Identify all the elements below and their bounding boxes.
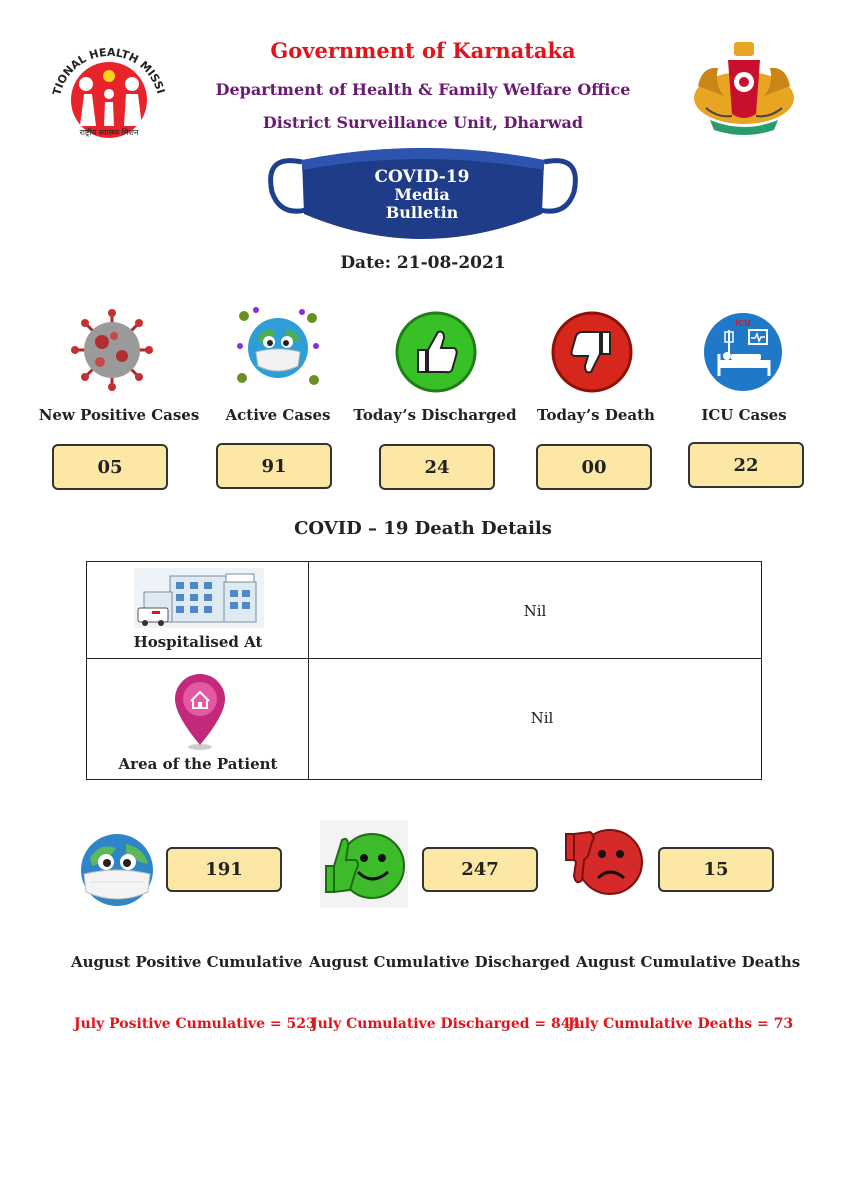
stat-label-death: Today’s Death [537,406,655,424]
stat-value-death: 00 [536,444,652,490]
unit-subtitle: District Surveillance Unit, Dharwad [262,113,584,132]
virus-icon [70,308,154,392]
stat-label-icu: ICU Cases [701,406,787,424]
masked-globe-virus-icon [236,306,320,390]
stat-value-new-positive: 05 [52,444,168,490]
stat-value-active: 91 [216,443,332,489]
stat-value-discharged: 24 [379,444,495,490]
masked-earth-icon [78,832,156,908]
location-pin-home-icon [171,671,229,751]
stat-value-icu: 22 [688,442,804,488]
august-positive-label: August Positive Cumulative [71,953,303,971]
covid-media-bulletin-banner [262,140,584,248]
thumbs-up-icon [394,310,478,394]
nhm-logo-hindi: राष्ट्रीय स्वास्थ्य मिशन [79,128,139,137]
july-cumulative-discharged: July Cumulative Discharged = 844 [311,1016,581,1032]
august-positive-value: 191 [166,847,282,892]
stat-label-active: Active Cases [225,406,331,424]
icu-icon-text: ICU [735,319,751,328]
august-discharged-label: August Cumulative Discharged [309,953,571,971]
august-discharged-value: 247 [422,847,538,892]
banner-line-1: COVID-19 [374,167,470,187]
death-details-table [86,561,762,780]
bulletin-date: Date: 21-08-2021 [340,253,506,273]
table-row [87,659,761,779]
stat-label-discharged: Today’s Discharged [353,406,517,424]
july-cumulative-deaths: July Cumulative Deaths = 73 [568,1016,794,1032]
icu-bed-icon [701,310,785,394]
page-title: Government of Karnataka [270,38,576,63]
july-positive-cumulative: July Positive Cumulative = 523 [74,1016,316,1032]
banner-line-2: Media [394,185,450,204]
death-details-title: COVID – 19 Death Details [294,518,552,539]
sad-thumbs-down-icon [562,826,648,904]
nhm-logo-text: TIONAL HEALTH MISSI [50,45,168,97]
stat-label-new-positive: New Positive Cases [38,406,200,424]
hospitalised-at-value: Nil [523,602,547,620]
august-deaths-value: 15 [658,847,774,892]
hospital-icon [134,568,264,628]
august-deaths-label: August Cumulative Deaths [576,953,801,971]
banner-line-3: Bulletin [385,203,459,222]
table-row [87,562,761,659]
thumbs-down-icon [550,310,634,394]
hospitalised-at-label: Hospitalised At [133,633,263,651]
area-of-patient-label: Area of the Patient [118,755,278,773]
area-of-patient-value: Nil [530,709,554,727]
department-subtitle: Department of Health & Family Welfare Office [215,80,631,99]
smiley-thumbs-up-icon [320,820,408,908]
